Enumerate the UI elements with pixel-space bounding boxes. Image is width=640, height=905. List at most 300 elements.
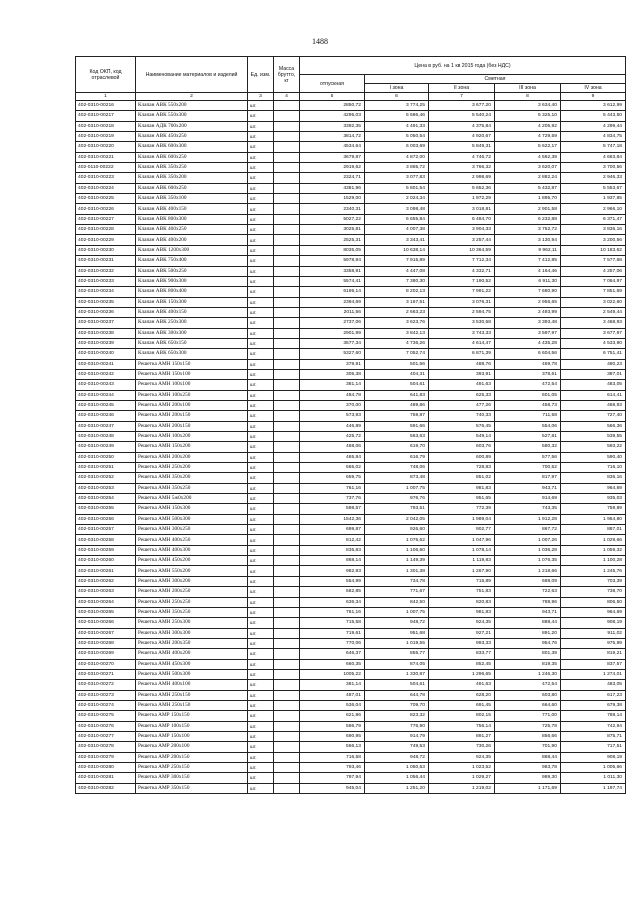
- cell-mass: [274, 690, 300, 700]
- cell-release-price: 5574,41: [300, 276, 365, 286]
- cell-name: Клапан АВК 500х250: [136, 266, 248, 276]
- cell-code: 402-0310-00260: [76, 556, 136, 566]
- cell-zone3-price: 1 076,35: [495, 556, 561, 566]
- cell-name: Решетка АМН 400х250: [136, 535, 248, 545]
- cell-code: 402-0310-00219: [76, 132, 136, 142]
- cell-zone1-price: 793,51: [365, 504, 429, 514]
- cell-unit: шт.: [248, 359, 274, 369]
- cell-name: Решетка АМН 350х200: [136, 473, 248, 483]
- cell-zone1-price: 1 251,20: [365, 783, 429, 793]
- table-body: [76, 101, 626, 794]
- cell-zone2-price: 715,89: [429, 576, 495, 586]
- cell-mass: [274, 452, 300, 462]
- cell-code: 402-0310-00224: [76, 183, 136, 193]
- cell-zone3-price: 3 597,97: [495, 328, 561, 338]
- cell-name: Решетка АМН 450х300: [136, 659, 248, 669]
- cell-unit: шт.: [248, 638, 274, 648]
- cell-zone1-price: 4 007,38: [365, 225, 429, 235]
- column-number: 7: [429, 93, 495, 101]
- cell-zone4-price: 4 533,90: [561, 338, 626, 348]
- cell-release-price: 4295,03: [300, 111, 365, 121]
- cell-zone1-price: 951,68: [365, 628, 429, 638]
- cell-name: Решетка АМН 200х150: [136, 411, 248, 421]
- cell-zone1-price: 616,79: [365, 452, 429, 462]
- cell-zone4-price: 539,55: [561, 432, 626, 442]
- cell-unit: шт.: [248, 587, 274, 597]
- cell-mass: [274, 442, 300, 452]
- cell-zone2-price: 549,14: [429, 432, 495, 442]
- cell-zone3-price: 472,54: [495, 380, 561, 390]
- cell-release-price: 621,86: [300, 711, 365, 721]
- cell-mass: [274, 607, 300, 617]
- cell-zone2-price: 924,35: [429, 752, 495, 762]
- cell-code: 402-0310-00256: [76, 514, 136, 524]
- cell-zone2-price: 851,02: [429, 473, 495, 483]
- header-mass: Масса брутто, кг: [274, 57, 300, 93]
- cell-code: 402-0310-00253: [76, 483, 136, 493]
- cell-zone1-price: 976,76: [365, 494, 429, 504]
- cell-name: Решетка АМН 350х250: [136, 607, 248, 617]
- cell-release-price: 5327,60: [300, 349, 365, 359]
- cell-zone4-price: 480,23: [561, 359, 626, 369]
- cell-zone4-price: 1 937,85: [561, 194, 626, 204]
- cell-unit: шт.: [248, 514, 274, 524]
- cell-name: Клапан АВК 1200х300: [136, 245, 248, 255]
- cell-code: 402-0310-00272: [76, 680, 136, 690]
- cell-code: 402-0310-00231: [76, 256, 136, 266]
- price-table: [75, 56, 626, 794]
- cell-unit: шт.: [248, 111, 274, 121]
- cell-zone3-price: 580,32: [495, 442, 561, 452]
- cell-release-price: 3358,91: [300, 266, 365, 276]
- table-row: [76, 121, 626, 131]
- cell-mass: [274, 700, 300, 710]
- cell-release-price: 797,94: [300, 773, 365, 783]
- cell-zone4-price: 1 029,66: [561, 535, 626, 545]
- cell-zone2-price: 1 078,14: [429, 545, 495, 555]
- cell-zone3-price: 1 895,70: [495, 194, 561, 204]
- cell-zone1-price: 8 202,13: [365, 287, 429, 297]
- column-number: 6: [365, 93, 429, 101]
- cell-name: Клапан АВК 350х200: [136, 173, 248, 183]
- cell-zone4-price: 836,16: [561, 473, 626, 483]
- cell-code: 402-0310-00237: [76, 318, 136, 328]
- table-row: [76, 266, 626, 276]
- table-row: [76, 442, 626, 452]
- cell-zone1-price: 501,66: [365, 359, 429, 369]
- table-row: [76, 204, 626, 214]
- cell-zone1-price: 3 098,48: [365, 204, 429, 214]
- cell-zone1-price: 7 052,74: [365, 349, 429, 359]
- cell-mass: [274, 742, 300, 752]
- cell-release-price: 3392,35: [300, 121, 365, 131]
- table-row: [76, 731, 626, 741]
- cell-zone1-price: 1 106,60: [365, 545, 429, 555]
- cell-code: 402-0110-00222: [76, 163, 136, 173]
- cell-code: 402-0310-00234: [76, 287, 136, 297]
- cell-name: Решетка АМР 150х100: [136, 731, 248, 741]
- cell-zone2-price: 1 972,29: [429, 194, 495, 204]
- cell-zone4-price: 1 059,32: [561, 545, 626, 555]
- cell-zone3-price: 554,06: [495, 421, 561, 431]
- cell-mass: [274, 783, 300, 793]
- cell-unit: шт.: [248, 432, 274, 442]
- table-row: [76, 390, 626, 400]
- cell-name: Клапан АВК 650х300: [136, 349, 248, 359]
- table-row: [76, 111, 626, 121]
- cell-release-price: 770,06: [300, 638, 365, 648]
- cell-zone1-price: 771,67: [365, 587, 429, 597]
- cell-name: Клапан АВК 400х200: [136, 235, 248, 245]
- cell-code: 402-0310-00278: [76, 742, 136, 752]
- cell-release-price: 598,57: [300, 504, 365, 514]
- cell-zone1-price: 1 007,75: [365, 483, 429, 493]
- cell-unit: шт.: [248, 618, 274, 628]
- cell-mass: [274, 132, 300, 142]
- cell-zone4-price: 759,89: [561, 504, 626, 514]
- cell-zone3-price: 888,44: [495, 752, 561, 762]
- cell-name: Решетка АМН 250х250: [136, 597, 248, 607]
- cell-unit: шт.: [248, 669, 274, 679]
- cell-zone2-price: 802,15: [429, 711, 495, 721]
- cell-zone4-price: 908,19: [561, 618, 626, 628]
- cell-release-price: 446,89: [300, 421, 365, 431]
- cell-name: Решетка АМН 550х200: [136, 566, 248, 576]
- table-row: [76, 338, 626, 348]
- cell-mass: [274, 535, 300, 545]
- cell-unit: шт.: [248, 628, 274, 638]
- cell-zone4-price: 3 677,97: [561, 328, 626, 338]
- header-code: Код ОКП, код отраслевой: [76, 57, 136, 93]
- cell-zone2-price: 3 257,44: [429, 235, 495, 245]
- cell-mass: [274, 245, 300, 255]
- cell-zone2-price: 981,83: [429, 483, 495, 493]
- cell-zone2-price: 2 998,69: [429, 173, 495, 183]
- cell-zone2-price: 5 540,24: [429, 111, 495, 121]
- cell-zone3-price: 1 171,69: [495, 783, 561, 793]
- cell-zone1-price: 709,70: [365, 700, 429, 710]
- cell-zone3-price: 4 205,92: [495, 121, 561, 131]
- cell-name: Клапан АВК 250х300: [136, 318, 248, 328]
- table-row: [76, 380, 626, 390]
- cell-release-price: 5027,22: [300, 214, 365, 224]
- cell-zone4-price: 1 954,80: [561, 514, 626, 524]
- table-row: [76, 752, 626, 762]
- cell-zone1-price: 759,87: [365, 411, 429, 421]
- cell-mass: [274, 359, 300, 369]
- cell-unit: шт.: [248, 442, 274, 452]
- cell-release-price: 8035,05: [300, 245, 365, 255]
- cell-release-price: 554,99: [300, 576, 365, 586]
- table-row: [76, 597, 626, 607]
- cell-mass: [274, 473, 300, 483]
- header-name: Наименование материалов и изделий: [136, 57, 248, 93]
- cell-name: Решетка АМН 400х200: [136, 649, 248, 659]
- cell-unit: шт.: [248, 463, 274, 473]
- cell-unit: шт.: [248, 183, 274, 193]
- table-row: [76, 628, 626, 638]
- cell-name: Решетка АМН 200х350: [136, 638, 248, 648]
- table-row: [76, 307, 626, 317]
- cell-mass: [274, 204, 300, 214]
- cell-release-price: 868,14: [300, 556, 365, 566]
- cell-release-price: 1005,22: [300, 669, 365, 679]
- cell-name: Решетка АМР 150х150: [136, 711, 248, 721]
- cell-zone2-price: 902,77: [429, 525, 495, 535]
- column-number: 3: [248, 93, 274, 101]
- cell-release-price: 2737,06: [300, 318, 365, 328]
- cell-release-price: 793,46: [300, 763, 365, 773]
- cell-unit: шт.: [248, 349, 274, 359]
- cell-name: Решетка АМН 250х150: [136, 690, 248, 700]
- cell-unit: шт.: [248, 597, 274, 607]
- cell-zone3-price: 601,05: [495, 390, 561, 400]
- cell-unit: шт.: [248, 659, 274, 669]
- cell-unit: шт.: [248, 256, 274, 266]
- table-row: [76, 483, 626, 493]
- cell-unit: шт.: [248, 721, 274, 731]
- cell-zone2-price: 576,45: [429, 421, 495, 431]
- cell-release-price: 2394,69: [300, 297, 365, 307]
- cell-code: 402-0310-00257: [76, 525, 136, 535]
- cell-code: 402-0310-00238: [76, 328, 136, 338]
- cell-release-price: 3025,81: [300, 225, 365, 235]
- cell-release-price: 573,93: [300, 411, 365, 421]
- table-row: [76, 587, 626, 597]
- cell-zone2-price: 951,65: [429, 494, 495, 504]
- cell-code: 402-0310-00225: [76, 194, 136, 204]
- table-row: [76, 256, 626, 266]
- cell-zone4-price: 3 022,60: [561, 297, 626, 307]
- cell-code: 402-0310-00277: [76, 731, 136, 741]
- cell-name: Клапан АВК 150х300: [136, 297, 248, 307]
- cell-code: 402-0310-00254: [76, 494, 136, 504]
- cell-zone1-price: 4 491,33: [365, 121, 429, 131]
- cell-zone4-price: 703,39: [561, 576, 626, 586]
- table-row: [76, 432, 626, 442]
- cell-zone3-price: 688,09: [495, 576, 561, 586]
- cell-name: Клапан АВК 600х250: [136, 152, 248, 162]
- cell-mass: [274, 773, 300, 783]
- cell-name: Решетка АМН 250х200: [136, 463, 248, 473]
- cell-code: 402-0310-00270: [76, 659, 136, 669]
- cell-zone3-price: 378,61: [495, 369, 561, 379]
- header-zone4: IV зона: [561, 84, 626, 93]
- cell-name: Решетка АМН 200х100: [136, 400, 248, 410]
- cell-zone2-price: 730,26: [429, 742, 495, 752]
- cell-name: Решетка АМН 200х250: [136, 587, 248, 597]
- cell-zone1-price: 5 801,54: [365, 183, 429, 193]
- cell-code: 402-0310-00267: [76, 628, 136, 638]
- column-number: 8: [495, 93, 561, 101]
- table-row: [76, 421, 626, 431]
- cell-zone4-price: 483,05: [561, 380, 626, 390]
- cell-zone4-price: 7 064,97: [561, 276, 626, 286]
- cell-unit: шт.: [248, 297, 274, 307]
- header-release: отпускная: [300, 75, 365, 93]
- cell-zone3-price: 701,90: [495, 742, 561, 752]
- cell-mass: [274, 421, 300, 431]
- cell-release-price: 468,06: [300, 442, 365, 452]
- cell-mass: [274, 525, 300, 535]
- cell-zone3-price: 1 218,66: [495, 566, 561, 576]
- cell-code: 402-0310-00255: [76, 504, 136, 514]
- cell-release-price: 660,35: [300, 659, 365, 669]
- cell-zone3-price: 983,78: [495, 763, 561, 773]
- cell-release-price: 715,58: [300, 618, 365, 628]
- cell-mass: [274, 276, 300, 286]
- cell-zone3-price: 725,78: [495, 721, 561, 731]
- cell-release-price: 2011,56: [300, 307, 365, 317]
- table-row: [76, 276, 626, 286]
- cell-code: 402-0310-00228: [76, 225, 136, 235]
- cell-zone4-price: 10 183,62: [561, 245, 626, 255]
- cell-name: Решетка АМН 200х200: [136, 452, 248, 462]
- cell-zone4-price: 5 747,18: [561, 142, 626, 152]
- column-number: 2: [136, 93, 248, 101]
- cell-unit: шт.: [248, 287, 274, 297]
- table-row: [76, 318, 626, 328]
- header-zone3: III зона: [495, 84, 561, 93]
- cell-zone1-price: 1 019,55: [365, 638, 429, 648]
- table-row: [76, 690, 626, 700]
- cell-code: 402-0310-00218: [76, 121, 136, 131]
- cell-zone2-price: 3 743,33: [429, 328, 495, 338]
- cell-mass: [274, 318, 300, 328]
- cell-zone4-price: 483,05: [561, 680, 626, 690]
- table-row: [76, 473, 626, 483]
- cell-zone4-price: 5 553,67: [561, 183, 626, 193]
- cell-unit: шт.: [248, 607, 274, 617]
- cell-name: Решетка АМН 500х300: [136, 669, 248, 679]
- cell-zone4-price: 2 946,33: [561, 173, 626, 183]
- cell-release-price: 982,93: [300, 566, 365, 576]
- header-price-group: Цена в руб. на 1 кв 2015 года (без НДС): [300, 57, 626, 75]
- cell-release-price: 636,34: [300, 597, 365, 607]
- cell-mass: [274, 173, 300, 183]
- cell-unit: шт.: [248, 225, 274, 235]
- cell-unit: шт.: [248, 535, 274, 545]
- cell-zone4-price: 566,36: [561, 421, 626, 431]
- table-row: [76, 287, 626, 297]
- cell-zone2-price: 4 375,84: [429, 121, 495, 131]
- cell-mass: [274, 731, 300, 741]
- table-row: [76, 576, 626, 586]
- cell-zone1-price: 504,61: [365, 680, 429, 690]
- cell-mass: [274, 101, 300, 111]
- table-row: [76, 680, 626, 690]
- cell-zone1-price: 5 050,54: [365, 132, 429, 142]
- cell-zone1-price: 4 736,26: [365, 338, 429, 348]
- table-row: [76, 711, 626, 721]
- cell-zone4-price: 2 966,10: [561, 204, 626, 214]
- cell-mass: [274, 214, 300, 224]
- cell-code: 402-0310-00250: [76, 452, 136, 462]
- cell-code: 402-0310-00247: [76, 421, 136, 431]
- cell-code: 402-0310-00263: [76, 587, 136, 597]
- cell-code: 402-0310-00248: [76, 432, 136, 442]
- cell-zone2-price: 4 332,71: [429, 266, 495, 276]
- table-row: [76, 142, 626, 152]
- cell-mass: [274, 669, 300, 679]
- cell-zone3-price: 819,35: [495, 659, 561, 669]
- cell-zone1-price: 3 077,83: [365, 173, 429, 183]
- table-row: [76, 101, 626, 111]
- cell-zone3-price: 891,20: [495, 628, 561, 638]
- cell-zone1-price: 873,48: [365, 473, 429, 483]
- cell-zone1-price: 2 042,05: [365, 514, 429, 524]
- cell-mass: [274, 514, 300, 524]
- cell-zone3-price: 603,80: [495, 690, 561, 700]
- cell-zone1-price: 748,06: [365, 463, 429, 473]
- cell-mass: [274, 142, 300, 152]
- cell-release-price: 465,84: [300, 452, 365, 462]
- cell-zone1-price: 2 663,23: [365, 307, 429, 317]
- cell-zone1-price: 3 623,76: [365, 318, 429, 328]
- cell-code: 402-0310-00246: [76, 411, 136, 421]
- cell-unit: шт.: [248, 318, 274, 328]
- cell-zone3-price: 888,44: [495, 618, 561, 628]
- cell-zone1-price: 591,66: [365, 421, 429, 431]
- cell-zone4-price: 3 468,93: [561, 318, 626, 328]
- cell-unit: шт.: [248, 525, 274, 535]
- cell-mass: [274, 587, 300, 597]
- cell-unit: шт.: [248, 473, 274, 483]
- cell-unit: шт.: [248, 101, 274, 111]
- cell-zone4-price: 964,69: [561, 607, 626, 617]
- table-row: [76, 411, 626, 421]
- cell-code: 402-0310-00273: [76, 690, 136, 700]
- cell-name: Решетка АМН 150х200: [136, 442, 248, 452]
- table-row: [76, 214, 626, 224]
- cell-zone3-price: 2 901,58: [495, 204, 561, 214]
- cell-zone3-price: 1 912,28: [495, 514, 561, 524]
- cell-zone2-price: 691,45: [429, 700, 495, 710]
- cell-name: Клапан АВК 600х300: [136, 142, 248, 152]
- cell-zone4-price: 614,41: [561, 390, 626, 400]
- cell-code: 402-0310-00282: [76, 783, 136, 793]
- table-row: [76, 463, 626, 473]
- cell-zone3-price: 856,66: [495, 731, 561, 741]
- cell-mass: [274, 721, 300, 731]
- cell-zone1-price: 3 842,13: [365, 328, 429, 338]
- cell-zone3-price: 1 246,30: [495, 669, 561, 679]
- cell-zone3-price: 4 562,39: [495, 152, 561, 162]
- cell-unit: шт.: [248, 742, 274, 752]
- cell-zone1-price: 619,70: [365, 442, 429, 452]
- cell-zone1-price: 1 149,39: [365, 556, 429, 566]
- cell-zone4-price: 593,22: [561, 442, 626, 452]
- cell-release-price: 3577,34: [300, 338, 365, 348]
- cell-zone4-price: 975,99: [561, 638, 626, 648]
- cell-code: 402-0310-00244: [76, 390, 136, 400]
- cell-release-price: 716,58: [300, 752, 365, 762]
- cell-zone2-price: 6 484,70: [429, 214, 495, 224]
- cell-name: Решетка АМН 5ж0х200: [136, 494, 248, 504]
- cell-unit: шт.: [248, 142, 274, 152]
- cell-zone2-price: 3 904,33: [429, 225, 495, 235]
- cell-code: 402-0310-00275: [76, 711, 136, 721]
- table-row: [76, 773, 626, 783]
- cell-mass: [274, 287, 300, 297]
- cell-unit: шт.: [248, 752, 274, 762]
- header-estimate: Сметная: [365, 75, 626, 84]
- cell-name: Решетка АМН 450х200: [136, 556, 248, 566]
- cell-zone2-price: 924,35: [429, 618, 495, 628]
- cell-name: Решетка АМН 250х300: [136, 618, 248, 628]
- cell-code: 402-0310-00216: [76, 101, 136, 111]
- cell-zone2-price: 1 029,27: [429, 773, 495, 783]
